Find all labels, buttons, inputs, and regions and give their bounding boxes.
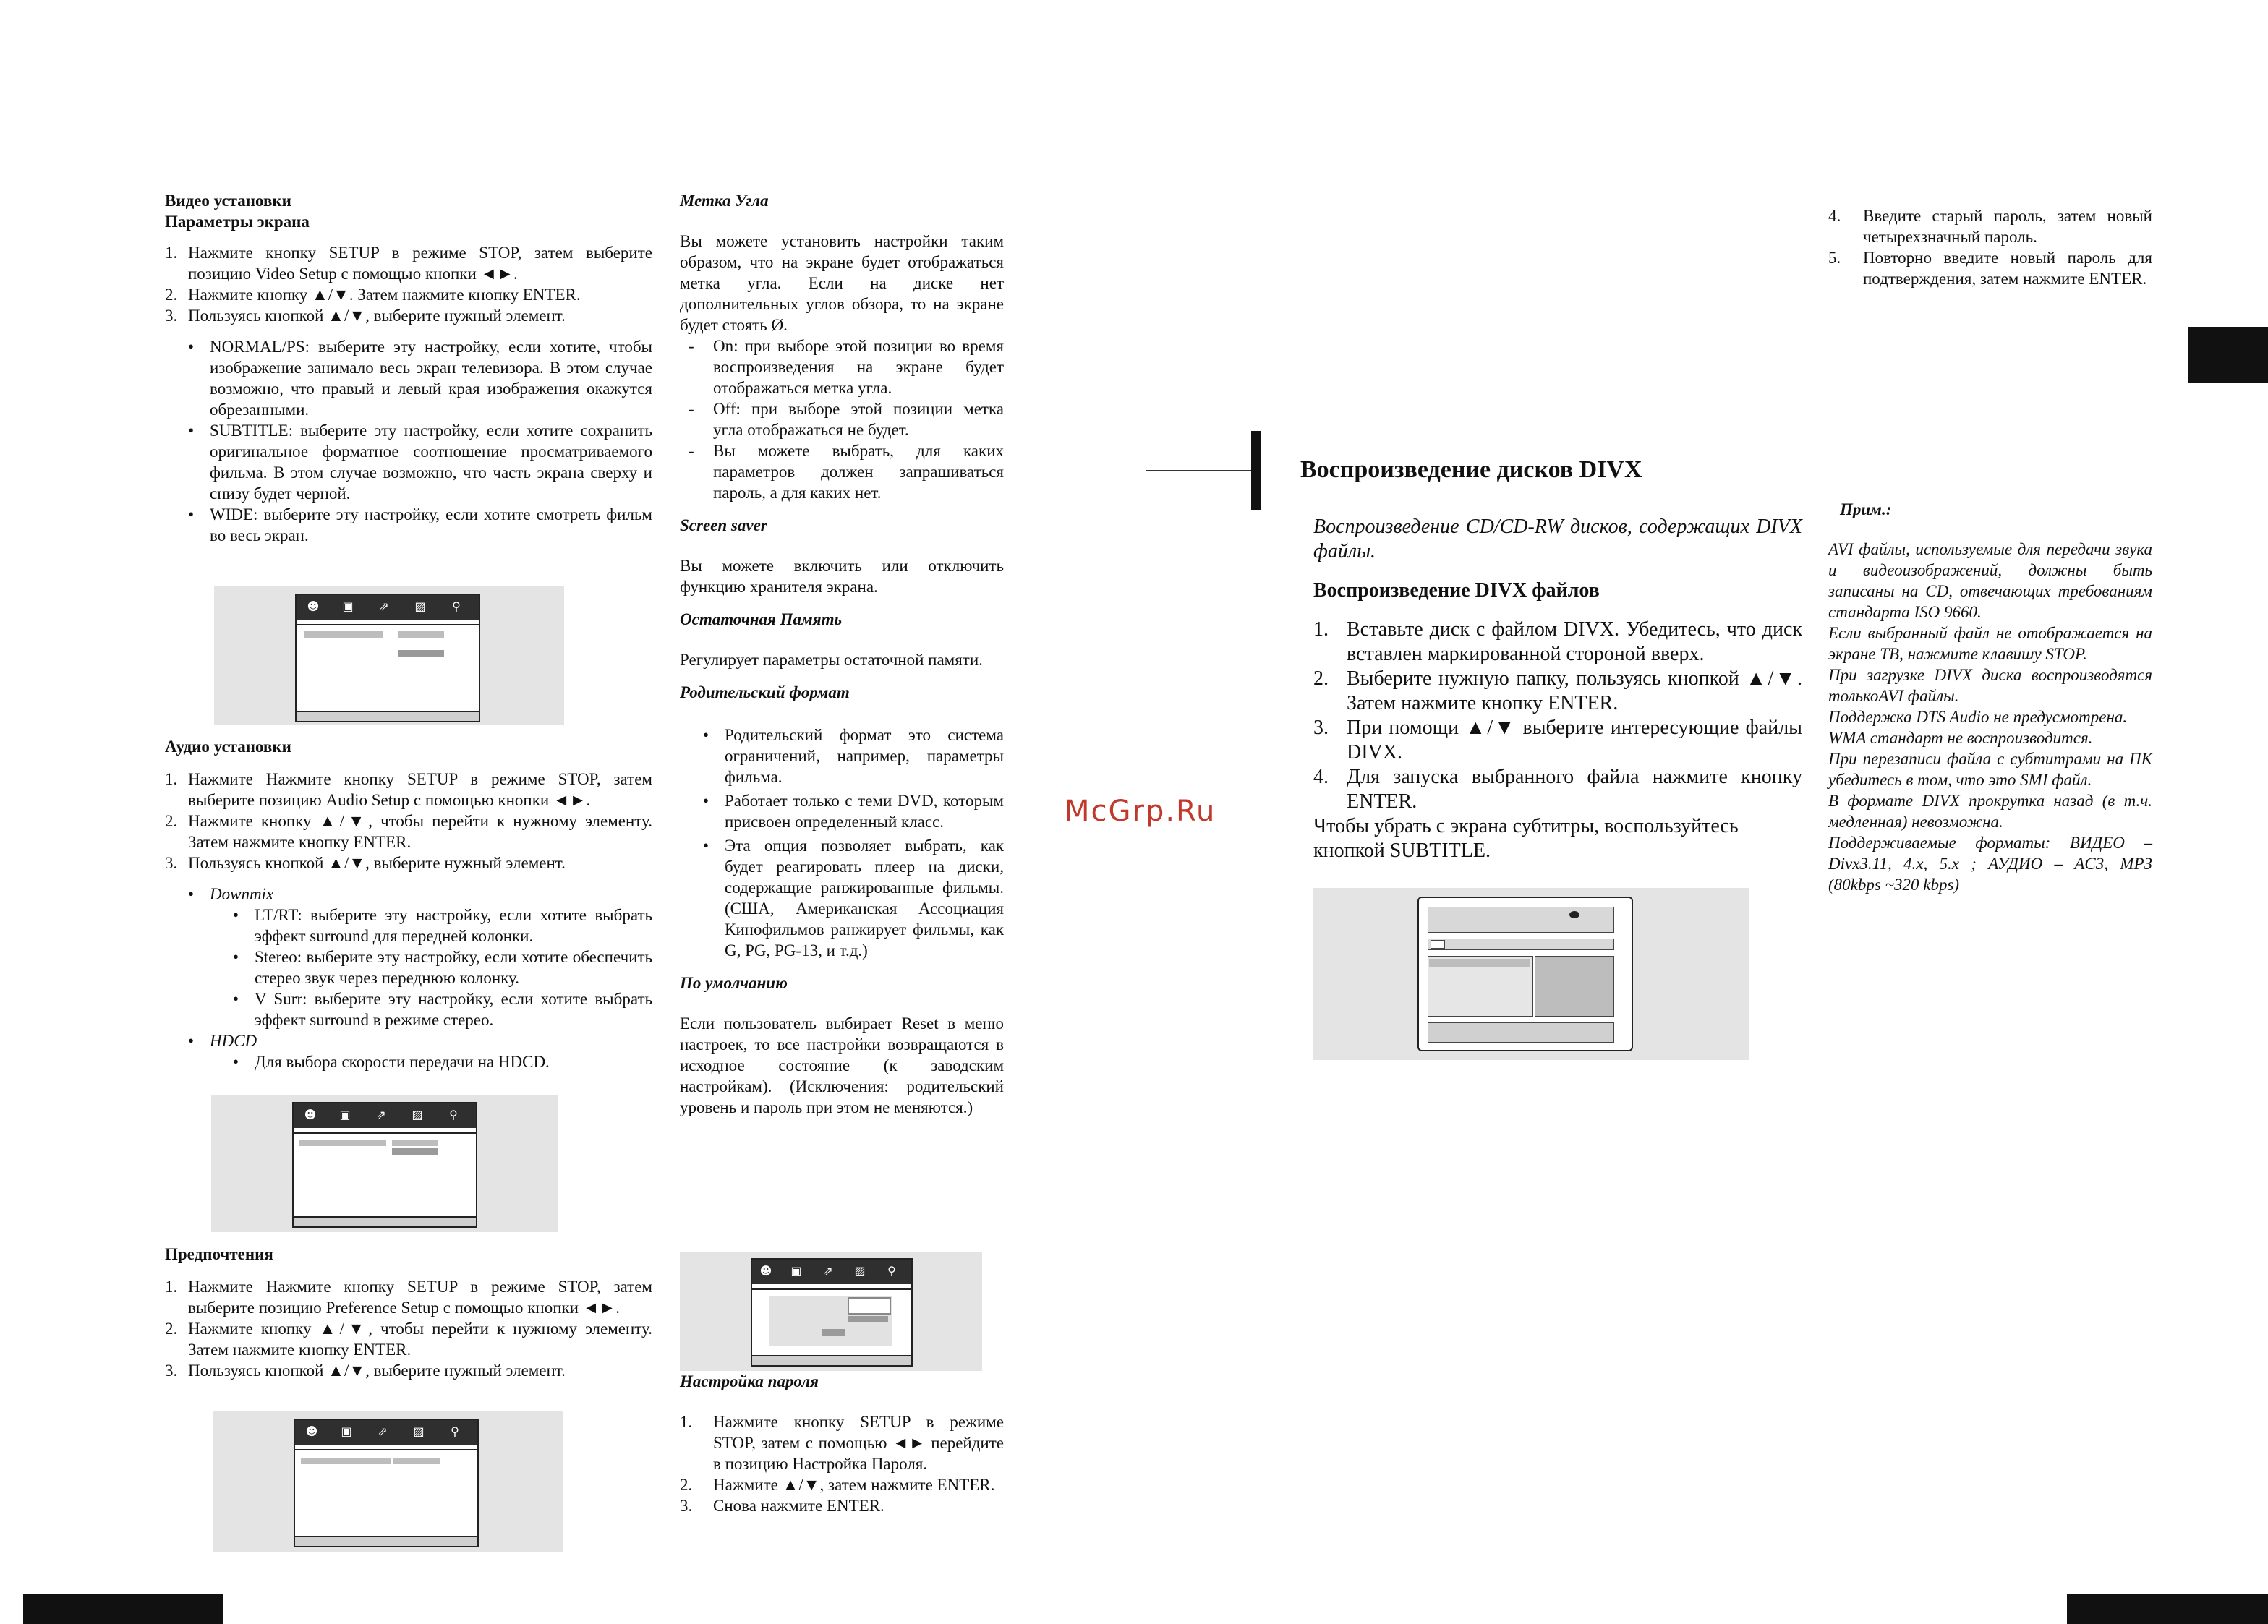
list-item: - On: при выборе этой позиции во время воспроизведения на экране будет отображаться метка угла. [680,336,1004,398]
note-line: При перезаписи файла с субтитрами на ПК убедитесь в том, что это SMI файл. [1828,750,2152,789]
list-item: 5. Повторно введите новый пароль для подтверждения, затем нажмите ENTER. [1828,249,2152,288]
preference-icon: ⚲ [452,599,461,613]
audio-icon: ⇗ [378,1424,388,1438]
audio-setup-heading: Аудио установки [165,738,291,756]
disc-icon: ☻ [304,1108,317,1121]
list-item: • LT/RT: выберите эту настройку, если хотите выбрать эффект surround для передней колонки. [210,905,652,946]
video-setup-heading: Видео установки [165,192,291,210]
list-item: • Для выбора скорости передачи на HDCD. [210,1051,652,1072]
parental-options [680,725,1004,961]
left-column [165,190,652,546]
list-item: • Эта опция позволяет выбрать, как будет реагировать плеер на диски, содержащие ранжированные фильмы. (США, Американская Ассоциация Кинофильмов ранжирует фильмы, как G, PG, PG-13, и т.д.) [680,835,1004,961]
audio-icon: ⇗ [823,1264,833,1278]
screen-params-heading: Параметры экрана [165,213,310,231]
list-item: 4. Введите старый пароль, затем новый четырехзначный пароль. [1828,207,2152,246]
video-icon: ▣ [342,599,354,613]
preference-setup-screenshot [213,1411,563,1552]
password-heading: Настройка пароля [680,1372,819,1390]
watermark: McGrp.Ru [1065,795,1216,828]
password-steps [680,1411,1004,1516]
page-tab-marker [2188,327,2268,383]
video-icon: ▣ [790,1264,802,1278]
list-item: • Stereo: выберите эту настройку, если хотите обеспечить стерео звук через переднюю колонку. [210,946,652,988]
list-item: - Off: при выборе этой позиции метка угла отображаться не будет. [680,398,1004,440]
list-item: 2. Нажмите кнопку ▲/▼, чтобы перейти к нужному элементу. Затем нажмите кнопку ENTER. [165,812,652,851]
video-icon: ▣ [339,1108,351,1121]
list-item: • WIDE: выберите эту настройку, если хотите смотреть фильм во весь экран. [165,504,652,546]
list-item: • V Surr: выберите эту настройку, если хотите выбрать эффект surround в режиме стерео. [210,988,652,1030]
list-item: 2. Выберите нужную папку, пользуясь кнопкой ▲/▼. Затем нажмите кнопку ENTER. [1313,667,1802,714]
list-item: • NORMAL/PS: выберите эту настройку, если хотите, чтобы изображение занимало весь экран телевизора. В этом случае возможно, что правый и левый края изображения окажутся обрезанными. [165,336,652,420]
video-icon: ▣ [341,1424,352,1438]
picture-icon: ▨ [414,599,426,613]
disc-icon: ☻ [307,599,320,613]
picture-icon: ▨ [854,1264,866,1278]
video-setup-screenshot [214,586,564,725]
preference-icon: ⚲ [887,1264,896,1278]
note-section [1828,499,2152,895]
note-line: Поддерживаемые форматы: ВИДЕО – Divx3.11, 4.x, 5.x ; АУДИО – AC3, MP3 (80kbps ~320 kbps) [1828,834,2152,894]
list-item: 1. Вставьте диск с файлом DIVX. Убедитесь, что диск вставлен маркированной стороной вверх. [1313,618,1802,665]
video-options [165,336,652,546]
video-steps [165,242,652,326]
angle-mark-heading: Метка Угла [680,192,769,210]
section-rule [1146,470,1256,471]
list-item: 3. Пользуясь кнопкой ▲/▼, выберите нужный элемент. [165,1362,566,1380]
divx-files-heading: Воспроизведение DIVX файлов [1313,579,1600,602]
screen-saver-heading: Screen saver [680,516,767,534]
list-item: • Downmix • LT/RT: выберите эту настройку, если хотите выбрать эффект surround для передней колонки. • Stereo: выберите эту настройку, если хотите обеспечить стерео звук через переднюю колонку. • V Surr: выберите эту настройку, если хотите выбрать эффект surround в режиме стерео. [165,884,652,1030]
list-item: • SUBTITLE: выберите эту настройку, если хотите сохранить оригинальное форматное соотношение просматриваемого фильма. В этом случае возможно, что часть экрана сверху и снизу будет черной. [165,420,652,504]
disc-icon: ☻ [759,1264,772,1278]
footer-bar-right [2067,1594,2268,1624]
list-item: 2. Нажмите кнопку ▲/▼, чтобы перейти к нужному элементу. Затем нажмите кнопку ENTER. [165,1320,652,1359]
note-heading: Прим.: [1840,500,1892,518]
left-column-pref [165,1244,652,1381]
divx-steps [1313,617,1802,814]
audio-steps [165,769,652,873]
divx-subtitle: Воспроизведение CD/CD-RW дисков, содержащих DIVX файлы. [1313,516,1802,563]
audio-setup-screenshot [211,1095,558,1232]
screen-saver-text: Вы можете включить или отключить функцию хранителя экрана. [680,557,1004,596]
middle-column-password [680,1371,1004,1516]
angle-mark-text: Вы можете установить настройки таким образом, что на экране будет отображаться метка угла. Если на диске нет дополнительных углов обзора, то на экране будет стоять Ø. [680,232,1004,334]
picture-icon: ▨ [412,1108,423,1121]
left-column-audio [165,736,652,1072]
list-item: - Вы можете выбрать, для каких параметров должен запрашиваться пароль, а для каких нет. [680,440,1004,503]
default-heading: По умолчанию [680,974,788,992]
note-line: Поддержка DTS Audio не предусмотрена. [1828,708,2128,726]
list-item: 4. Для запуска выбранного файла нажмите кнопку ENTER. [1313,766,1802,813]
note-line: AVI файлы, используемые для передачи звука и видеоизображений, должны быть записаны на CD, отвечающих требованиям стандарта ISO 9660. [1828,540,2152,621]
list-item: • Работает только с теми DVD, которым присвоен определенный класс. [680,790,1004,832]
list-item: 3. Снова нажмите ENTER. [680,1497,884,1515]
picture-icon: ▨ [413,1424,425,1438]
preferences-heading: Предпочтения [165,1245,273,1263]
list-item: 2. Нажмите кнопку ▲/▼. Затем нажмите кнопку ENTER. [165,286,581,304]
divx-content [1313,515,1802,863]
divx-subtitle-note: Чтобы убрать с экрана субтитры, воспользуйтесь кнопкой SUBTITLE. [1313,815,1739,862]
list-item: 1. Нажмите Нажмите кнопку SETUP в режиме STOP, затем выберите позицию Audio Setup с помощью кнопки ◄►. [165,770,652,809]
audio-icon: ⇗ [376,1108,386,1121]
list-item: 2. Нажмите ▲/▼, затем нажмите ENTER. [680,1476,995,1494]
parental-heading: Родительский формат [680,683,850,701]
last-memory-text: Регулирует параметры остаточной памяти. [680,651,983,669]
list-item: 1. Нажмите кнопку SETUP в режиме STOP, затем с помощью ◄► перейдите в позицию Настройка Пароля. [680,1413,1004,1473]
divx-player-screenshot [1313,888,1749,1060]
section-marker [1251,431,1261,510]
password-steps-continued [1828,205,2152,289]
list-item: 3. Пользуясь кнопкой ▲/▼, выберите нужный элемент. [165,854,566,872]
note-line: Если выбранный файл не отображается на экране ТВ, нажмите клавишу STOP. [1828,624,2152,663]
middle-column [680,190,1004,1118]
last-memory-heading: Остаточная Память [680,610,843,628]
list-item: • Родительский формат это система ограничений, например, параметры фильма. [680,725,1004,787]
list-item: 1. Нажмите кнопку SETUP в режиме STOP, затем выберите позицию Video Setup с помощью кнопки ◄►. [165,244,652,283]
divx-section-title: Воспроизведение дисков DIVX [1300,456,1642,483]
note-line: В формате DIVX прокрутка назад (в т.ч. медленная) невозможна. [1828,792,2152,831]
note-line: При загрузке DIVX диска воспроизводятся толькоAVI файлы. [1828,666,2152,705]
list-item: 3. При помощи ▲/▼ выберите интересующие файлы DIVX. [1313,717,1802,764]
default-text: Если пользователь выбирает Reset в меню настроек, то все настройки возвращаются в исходное состояние (к заводским настройкам). (Исключения: родительский уровень и пароль при этом не меняются.) [680,1014,1004,1116]
preference-icon: ⚲ [451,1424,459,1438]
angle-mark-options [680,336,1004,503]
password-setup-screenshot [680,1252,982,1371]
footer-bar-left [23,1594,223,1624]
disc-icon: ☻ [305,1424,318,1438]
audio-options [165,884,652,1072]
list-item: • HDCD • Для выбора скорости передачи на HDCD. [165,1030,652,1072]
list-item: 3. Пользуясь кнопкой ▲/▼, выберите нужный элемент. [165,307,566,325]
preference-icon: ⚲ [449,1108,458,1121]
audio-icon: ⇗ [379,599,389,613]
note-line: WMA стандарт не воспроизводится. [1828,729,2093,747]
pref-steps [165,1276,652,1381]
list-item: 1. Нажмите Нажмите кнопку SETUP в режиме STOP, затем выберите позицию Preference Setup с помощью кнопки ◄►. [165,1278,652,1317]
